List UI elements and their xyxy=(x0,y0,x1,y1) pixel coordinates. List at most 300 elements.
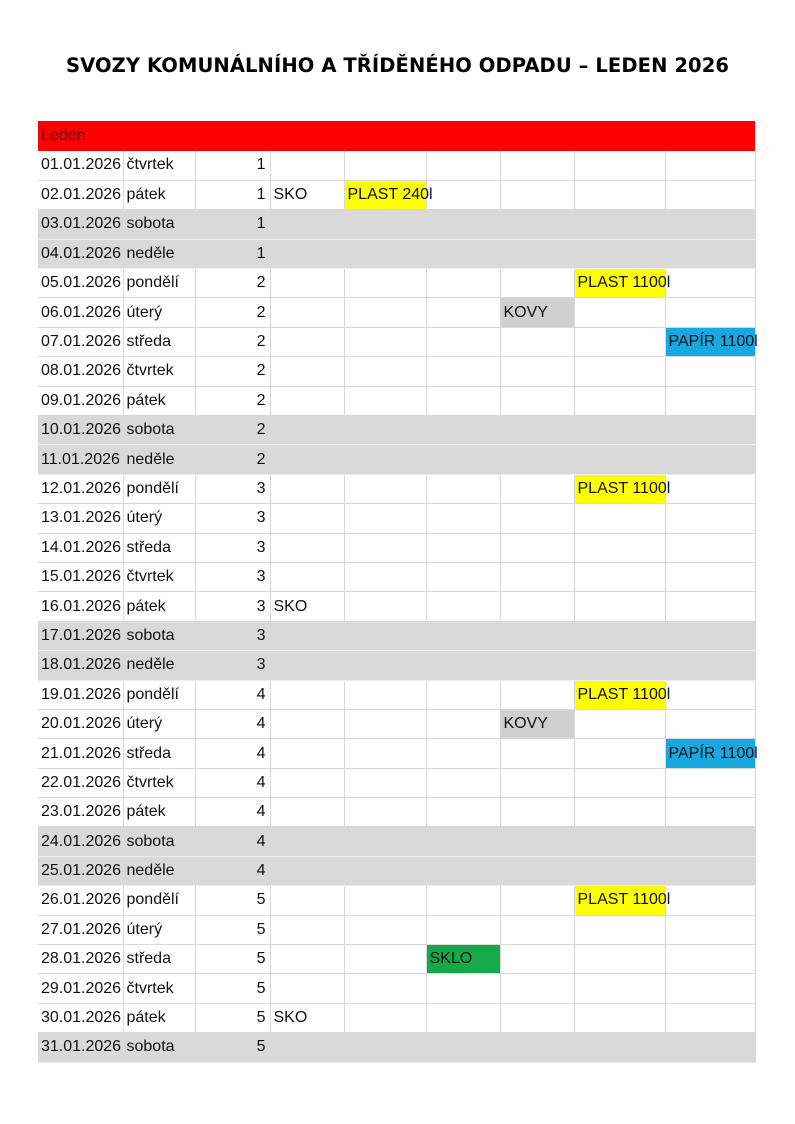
date-cell: 22.01.2026 xyxy=(38,768,123,797)
plast1100-cell xyxy=(574,709,665,738)
sklo-cell xyxy=(426,269,500,298)
date-cell: 09.01.2026 xyxy=(38,386,123,415)
table-row xyxy=(38,592,755,621)
day-cell: čtvrtek xyxy=(123,151,195,180)
week-cell: 3 xyxy=(195,474,270,503)
sklo-cell xyxy=(426,298,500,327)
kovy-cell: KOVY xyxy=(500,298,574,327)
papir1100-cell xyxy=(665,915,755,944)
plast240-cell xyxy=(344,827,426,856)
sko-cell xyxy=(270,210,344,239)
sko-cell xyxy=(270,945,344,974)
plast240-cell xyxy=(344,269,426,298)
papir1100-cell xyxy=(665,945,755,974)
papir1100-cell xyxy=(665,886,755,915)
sklo-cell xyxy=(426,709,500,738)
sklo-cell xyxy=(426,886,500,915)
date-cell: 04.01.2026 xyxy=(38,239,123,268)
date-cell: 07.01.2026 xyxy=(38,327,123,356)
date-cell: 23.01.2026 xyxy=(38,798,123,827)
sko-cell xyxy=(270,768,344,797)
plast1100-cell xyxy=(574,1033,665,1062)
date-cell: 17.01.2026 xyxy=(38,621,123,650)
schedule-rows xyxy=(38,151,758,1062)
plast1100-cell xyxy=(574,856,665,885)
table-row xyxy=(38,827,755,856)
table-row xyxy=(38,1003,755,1032)
table-row xyxy=(38,504,755,533)
plast240-cell xyxy=(344,915,426,944)
date-cell: 26.01.2026 xyxy=(38,886,123,915)
plast240-cell xyxy=(344,1003,426,1032)
papir1100-cell xyxy=(665,856,755,885)
week-cell: 2 xyxy=(195,416,270,445)
plast1100-cell xyxy=(574,945,665,974)
sklo-cell xyxy=(426,798,500,827)
plast1100-cell xyxy=(574,327,665,356)
table-row xyxy=(38,151,755,180)
table-row xyxy=(38,974,755,1003)
plast240-cell xyxy=(344,239,426,268)
sklo-cell xyxy=(426,827,500,856)
sklo-cell xyxy=(426,239,500,268)
plast1100-cell xyxy=(574,357,665,386)
day-cell: sobota xyxy=(123,1033,195,1062)
sko-cell xyxy=(270,269,344,298)
papir1100-cell xyxy=(665,651,755,680)
table-row xyxy=(38,357,755,386)
sko-cell xyxy=(270,151,344,180)
kovy-cell xyxy=(500,533,574,562)
schedule-sheet xyxy=(38,121,758,1063)
table-row xyxy=(38,945,755,974)
sko-cell xyxy=(270,416,344,445)
papir1100-cell: PAPÍR 1100l xyxy=(665,739,755,768)
day-cell: pátek xyxy=(123,386,195,415)
table-row xyxy=(38,739,755,768)
week-cell: 3 xyxy=(195,651,270,680)
plast240-cell xyxy=(344,798,426,827)
sklo-cell xyxy=(426,856,500,885)
day-cell: středa xyxy=(123,739,195,768)
kovy-cell xyxy=(500,945,574,974)
sko-cell: SKO xyxy=(270,180,344,209)
schedule-table xyxy=(38,151,756,1063)
week-cell: 1 xyxy=(195,239,270,268)
plast1100-cell xyxy=(574,298,665,327)
sko-cell xyxy=(270,239,344,268)
sklo-cell xyxy=(426,151,500,180)
date-cell: 21.01.2026 xyxy=(38,739,123,768)
sko-cell xyxy=(270,533,344,562)
plast240-cell xyxy=(344,474,426,503)
sklo-cell xyxy=(426,327,500,356)
kovy-cell xyxy=(500,357,574,386)
plast1100-cell xyxy=(574,827,665,856)
papir1100-cell xyxy=(665,239,755,268)
week-cell: 3 xyxy=(195,533,270,562)
sklo-cell xyxy=(426,739,500,768)
table-row xyxy=(38,856,755,885)
kovy-cell xyxy=(500,416,574,445)
papir1100-cell xyxy=(665,621,755,650)
plast240-cell xyxy=(344,886,426,915)
papir1100-cell xyxy=(665,210,755,239)
plast1100-cell xyxy=(574,210,665,239)
sklo-cell xyxy=(426,357,500,386)
sko-cell: SKO xyxy=(270,1003,344,1032)
plast1100-cell: PLAST 1100l xyxy=(574,474,665,503)
plast240-cell xyxy=(344,974,426,1003)
table-row xyxy=(38,386,755,415)
kovy-cell: KOVY xyxy=(500,709,574,738)
plast1100-cell xyxy=(574,798,665,827)
day-cell: pondělí xyxy=(123,680,195,709)
sko-cell xyxy=(270,739,344,768)
date-cell: 30.01.2026 xyxy=(38,1003,123,1032)
sklo-cell xyxy=(426,474,500,503)
kovy-cell xyxy=(500,180,574,209)
week-cell: 3 xyxy=(195,562,270,591)
table-row xyxy=(38,416,755,445)
week-cell: 2 xyxy=(195,357,270,386)
sklo-cell xyxy=(426,1003,500,1032)
day-cell: čtvrtek xyxy=(123,974,195,1003)
plast240-cell xyxy=(344,592,426,621)
plast1100-cell xyxy=(574,1003,665,1032)
sklo-cell xyxy=(426,621,500,650)
kovy-cell xyxy=(500,562,574,591)
table-row xyxy=(38,327,755,356)
date-cell: 24.01.2026 xyxy=(38,827,123,856)
week-cell: 5 xyxy=(195,974,270,1003)
table-row xyxy=(38,680,755,709)
week-cell: 5 xyxy=(195,945,270,974)
kovy-cell xyxy=(500,974,574,1003)
kovy-cell xyxy=(500,592,574,621)
kovy-cell xyxy=(500,680,574,709)
week-cell: 2 xyxy=(195,327,270,356)
sklo-cell: SKLO xyxy=(426,945,500,974)
plast240-cell: PLAST 240l xyxy=(344,180,426,209)
day-cell: sobota xyxy=(123,416,195,445)
plast240-cell xyxy=(344,386,426,415)
table-row xyxy=(38,298,755,327)
plast240-cell xyxy=(344,298,426,327)
month-header: Leden xyxy=(38,121,755,151)
date-cell: 20.01.2026 xyxy=(38,709,123,738)
papir1100-cell xyxy=(665,269,755,298)
table-row xyxy=(38,768,755,797)
plast240-cell xyxy=(344,651,426,680)
plast240-cell xyxy=(344,680,426,709)
day-cell: neděle xyxy=(123,239,195,268)
plast240-cell xyxy=(344,533,426,562)
day-cell: sobota xyxy=(123,621,195,650)
day-cell: úterý xyxy=(123,709,195,738)
week-cell: 3 xyxy=(195,621,270,650)
date-cell: 27.01.2026 xyxy=(38,915,123,944)
plast240-cell xyxy=(344,739,426,768)
plast1100-cell xyxy=(574,239,665,268)
sko-cell xyxy=(270,709,344,738)
week-cell: 1 xyxy=(195,151,270,180)
sko-cell xyxy=(270,856,344,885)
plast240-cell xyxy=(344,416,426,445)
table-row xyxy=(38,915,755,944)
sklo-cell xyxy=(426,562,500,591)
plast1100-cell xyxy=(574,621,665,650)
papir1100-cell xyxy=(665,298,755,327)
week-cell: 2 xyxy=(195,298,270,327)
kovy-cell xyxy=(500,798,574,827)
sko-cell xyxy=(270,651,344,680)
date-cell: 31.01.2026 xyxy=(38,1033,123,1062)
kovy-cell xyxy=(500,739,574,768)
kovy-cell xyxy=(500,239,574,268)
kovy-cell xyxy=(500,915,574,944)
day-cell: čtvrtek xyxy=(123,562,195,591)
date-cell: 15.01.2026 xyxy=(38,562,123,591)
sklo-cell xyxy=(426,386,500,415)
kovy-cell xyxy=(500,327,574,356)
sko-cell xyxy=(270,798,344,827)
sko-cell xyxy=(270,327,344,356)
day-cell: sobota xyxy=(123,210,195,239)
papir1100-cell xyxy=(665,416,755,445)
kovy-cell xyxy=(500,1033,574,1062)
sklo-cell xyxy=(426,592,500,621)
table-row xyxy=(38,1033,755,1062)
day-cell: pátek xyxy=(123,798,195,827)
date-cell: 12.01.2026 xyxy=(38,474,123,503)
day-cell: pondělí xyxy=(123,886,195,915)
sklo-cell xyxy=(426,1033,500,1062)
plast240-cell xyxy=(344,504,426,533)
table-row xyxy=(38,886,755,915)
sko-cell xyxy=(270,886,344,915)
table-row xyxy=(38,180,755,209)
plast1100-cell xyxy=(574,151,665,180)
kovy-cell xyxy=(500,386,574,415)
sko-cell xyxy=(270,504,344,533)
date-cell: 08.01.2026 xyxy=(38,357,123,386)
papir1100-cell xyxy=(665,974,755,1003)
week-cell: 4 xyxy=(195,739,270,768)
week-cell: 3 xyxy=(195,592,270,621)
plast240-cell xyxy=(344,709,426,738)
plast1100-cell xyxy=(574,180,665,209)
sko-cell xyxy=(270,386,344,415)
date-cell: 18.01.2026 xyxy=(38,651,123,680)
week-cell: 4 xyxy=(195,768,270,797)
plast240-cell xyxy=(344,856,426,885)
plast240-cell xyxy=(344,445,426,474)
sklo-cell xyxy=(426,974,500,1003)
sklo-cell xyxy=(426,180,500,209)
kovy-cell xyxy=(500,621,574,650)
day-cell: čtvrtek xyxy=(123,768,195,797)
table-row xyxy=(38,651,755,680)
date-cell: 01.01.2026 xyxy=(38,151,123,180)
plast240-cell xyxy=(344,621,426,650)
papir1100-cell: PAPÍR 1100l xyxy=(665,327,755,356)
week-cell: 2 xyxy=(195,269,270,298)
papir1100-cell xyxy=(665,827,755,856)
sko-cell xyxy=(270,1033,344,1062)
plast240-cell xyxy=(344,327,426,356)
sklo-cell xyxy=(426,651,500,680)
day-cell: neděle xyxy=(123,445,195,474)
papir1100-cell xyxy=(665,386,755,415)
papir1100-cell xyxy=(665,1033,755,1062)
table-row xyxy=(38,269,755,298)
sko-cell xyxy=(270,298,344,327)
table-row xyxy=(38,239,755,268)
day-cell: pátek xyxy=(123,592,195,621)
plast1100-cell: PLAST 1100l xyxy=(574,269,665,298)
sko-cell xyxy=(270,621,344,650)
day-cell: neděle xyxy=(123,651,195,680)
kovy-cell xyxy=(500,886,574,915)
week-cell: 5 xyxy=(195,915,270,944)
plast1100-cell xyxy=(574,504,665,533)
sklo-cell xyxy=(426,680,500,709)
week-cell: 5 xyxy=(195,1033,270,1062)
week-cell: 4 xyxy=(195,856,270,885)
day-cell: pondělí xyxy=(123,474,195,503)
papir1100-cell xyxy=(665,709,755,738)
plast240-cell xyxy=(344,945,426,974)
plast240-cell xyxy=(344,1033,426,1062)
sklo-cell xyxy=(426,915,500,944)
plast1100-cell xyxy=(574,915,665,944)
sko-cell xyxy=(270,357,344,386)
day-cell: pondělí xyxy=(123,269,195,298)
sklo-cell xyxy=(426,445,500,474)
date-cell: 16.01.2026 xyxy=(38,592,123,621)
date-cell: 06.01.2026 xyxy=(38,298,123,327)
papir1100-cell xyxy=(665,504,755,533)
papir1100-cell xyxy=(665,1003,755,1032)
date-cell: 29.01.2026 xyxy=(38,974,123,1003)
date-cell: 19.01.2026 xyxy=(38,680,123,709)
week-cell: 4 xyxy=(195,709,270,738)
day-cell: pátek xyxy=(123,1003,195,1032)
plast1100-cell xyxy=(574,386,665,415)
date-cell: 05.01.2026 xyxy=(38,269,123,298)
sko-cell xyxy=(270,974,344,1003)
plast240-cell xyxy=(344,210,426,239)
day-cell: středa xyxy=(123,327,195,356)
date-cell: 11.01.2026 xyxy=(38,445,123,474)
table-row xyxy=(38,562,755,591)
table-row xyxy=(38,798,755,827)
kovy-cell xyxy=(500,827,574,856)
papir1100-cell xyxy=(665,474,755,503)
week-cell: 4 xyxy=(195,827,270,856)
plast1100-cell xyxy=(574,739,665,768)
date-cell: 03.01.2026 xyxy=(38,210,123,239)
table-row xyxy=(38,533,755,562)
week-cell: 1 xyxy=(195,180,270,209)
plast240-cell xyxy=(344,768,426,797)
week-cell: 2 xyxy=(195,386,270,415)
plast1100-cell xyxy=(574,445,665,474)
sklo-cell xyxy=(426,210,500,239)
plast1100-cell xyxy=(574,651,665,680)
kovy-cell xyxy=(500,768,574,797)
kovy-cell xyxy=(500,151,574,180)
kovy-cell xyxy=(500,445,574,474)
day-cell: sobota xyxy=(123,827,195,856)
plast1100-cell xyxy=(574,533,665,562)
day-cell: úterý xyxy=(123,298,195,327)
papir1100-cell xyxy=(665,592,755,621)
papir1100-cell xyxy=(665,680,755,709)
sklo-cell xyxy=(426,533,500,562)
day-cell: středa xyxy=(123,533,195,562)
plast1100-cell xyxy=(574,974,665,1003)
week-cell: 3 xyxy=(195,504,270,533)
plast1100-cell xyxy=(574,416,665,445)
sklo-cell xyxy=(426,504,500,533)
kovy-cell xyxy=(500,856,574,885)
kovy-cell xyxy=(500,504,574,533)
table-row xyxy=(38,474,755,503)
day-cell: úterý xyxy=(123,504,195,533)
table-row xyxy=(38,210,755,239)
kovy-cell xyxy=(500,651,574,680)
page-title: SVOZY KOMUNÁLNÍHO A TŘÍDĚNÉHO ODPADU – LEDEN 2026 xyxy=(65,54,730,77)
day-cell: středa xyxy=(123,945,195,974)
sko-cell xyxy=(270,915,344,944)
papir1100-cell xyxy=(665,533,755,562)
day-cell: pátek xyxy=(123,180,195,209)
sko-cell xyxy=(270,445,344,474)
date-cell: 10.01.2026 xyxy=(38,416,123,445)
sko-cell xyxy=(270,680,344,709)
plast1100-cell xyxy=(574,562,665,591)
papir1100-cell xyxy=(665,151,755,180)
day-cell: čtvrtek xyxy=(123,357,195,386)
day-cell: úterý xyxy=(123,915,195,944)
papir1100-cell xyxy=(665,180,755,209)
week-cell: 5 xyxy=(195,886,270,915)
sklo-cell xyxy=(426,768,500,797)
sko-cell xyxy=(270,562,344,591)
week-cell: 5 xyxy=(195,1003,270,1032)
week-cell: 1 xyxy=(195,210,270,239)
table-row xyxy=(38,709,755,738)
kovy-cell xyxy=(500,1003,574,1032)
week-cell: 2 xyxy=(195,445,270,474)
papir1100-cell xyxy=(665,357,755,386)
sko-cell xyxy=(270,474,344,503)
papir1100-cell xyxy=(665,562,755,591)
plast1100-cell: PLAST 1100l xyxy=(574,680,665,709)
plast1100-cell: PLAST 1100l xyxy=(574,886,665,915)
sko-cell: SKO xyxy=(270,592,344,621)
papir1100-cell xyxy=(665,445,755,474)
plast240-cell xyxy=(344,357,426,386)
sklo-cell xyxy=(426,416,500,445)
plast1100-cell xyxy=(574,592,665,621)
date-cell: 13.01.2026 xyxy=(38,504,123,533)
kovy-cell xyxy=(500,210,574,239)
date-cell: 02.01.2026 xyxy=(38,180,123,209)
plast1100-cell xyxy=(574,768,665,797)
